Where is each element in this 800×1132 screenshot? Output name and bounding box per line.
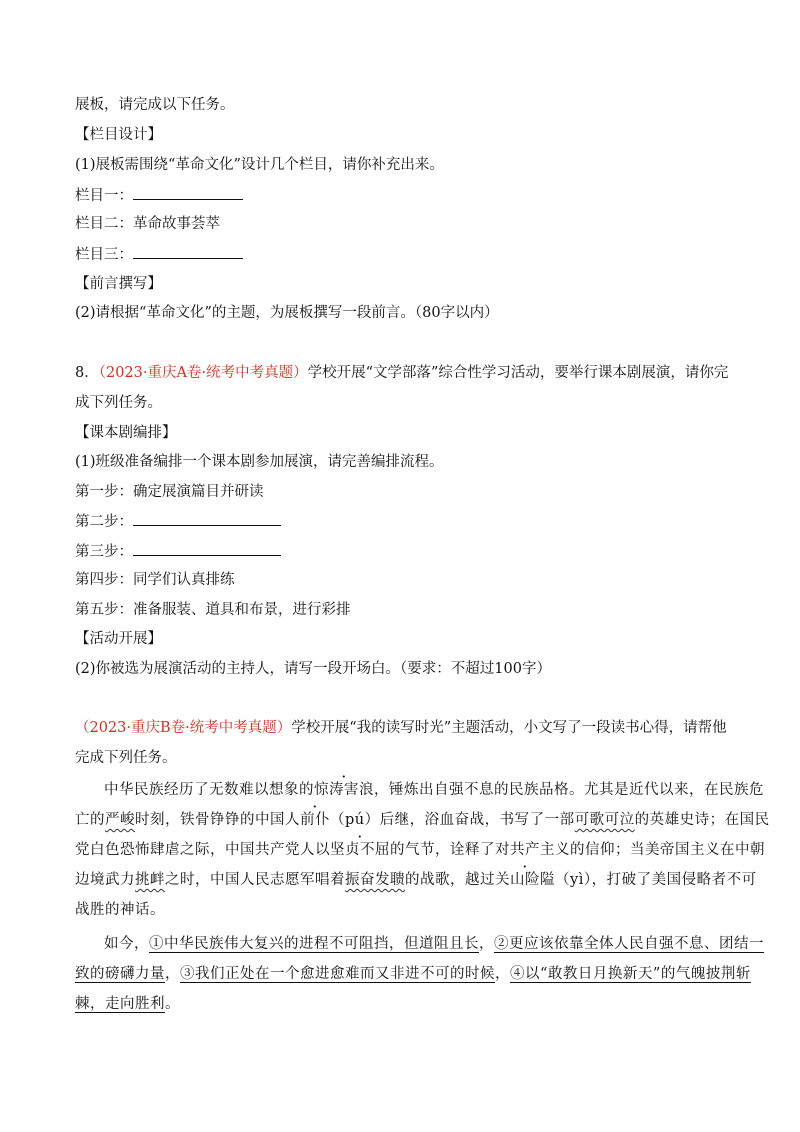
list-item: 第四步：同学们认真排练 [75,572,235,588]
stem-text: 学校开展“我的读写时光”主题活动，小文写了一段读书心得，请帮他 [291,720,727,736]
underlined-sentence: 致的磅礴力量 [75,966,165,982]
section-heading: 【栏目设计】 [75,127,162,143]
passage-text: 之时，中国人民志愿军唱着 [165,872,345,888]
passage-text: 的英雄史诗；在国民 [634,812,770,828]
passage-text: ， [495,966,510,982]
passage-text: ， [479,936,494,952]
dotted-phrase: 惊涛害浪 [314,782,374,798]
section-heading: 【前言撰写】 [75,276,162,292]
answer-blank [133,185,243,200]
passage-text: （pú）后继，浴血奋战，书写了一部 [330,812,575,828]
label: 栏目一： [75,188,133,204]
passage-text: 边境武力 [75,872,135,888]
list-item: 第一步：确定展演篇目并研读 [75,484,264,500]
answer-blank [133,541,281,556]
passage-line [75,994,180,1014]
wavy-phrase: 振奋发聩 [345,872,405,888]
question-stem [75,363,728,383]
label: 栏目三： [75,247,133,263]
label: 第三步： [75,544,133,560]
passage-text: 中华民族经历了无数难以想象的 [104,782,314,798]
passage-line [75,840,765,860]
underlined-sentence: 棘，走向胜利 [75,996,165,1012]
question-source: （2023·重庆A卷·统考中考真题） [98,365,308,381]
question-text: (2)请根据“革命文化”的主题，为展板撰写一段前言。（80字以内） [75,305,499,321]
section-heading: 【课本剧编排】 [75,425,177,441]
passage-text: 时刻，铁骨铮铮的中国人 [135,812,300,828]
answer-line [75,244,243,265]
answer-blank [133,511,281,526]
passage-text: 亡的 [75,812,105,828]
stem-text: 学校开展“文学部落”综合性学习活动，要举行课本剧展演，请你完 [307,365,729,381]
intro-line: 展板，请完成以下任务。 [75,97,235,113]
passage-line [104,780,764,800]
passage-line [75,810,770,830]
wavy-phrase: 挑衅 [135,872,165,888]
passage-line [75,964,751,984]
passage-text: （yì），打破了美国侵略者不可 [555,872,757,888]
underlined-sentence: ④以“敢教日月换新天”的气魄披荆斩 [510,966,751,982]
stem-text: 完成下列任务。 [75,750,177,766]
dotted-phrase: 前仆 [300,812,330,828]
passage-text: ，锤炼出自强不息的民族品格。尤其是近代以来，在民族危 [374,782,764,798]
passage-text: 的战歌，越过 [405,872,495,888]
question-text: (1)展板需围绕“革命文化”设计几个栏目，请你补充出来。 [75,157,444,173]
section-heading: 【活动开展】 [75,631,162,647]
question-source: （2023·重庆B卷·统考中考真题） [75,720,292,736]
stem-text: 成下列任务。 [75,395,162,411]
passage-text: ， [165,966,180,982]
passage-text: 如今， [104,936,149,952]
wavy-phrase: 可歌可泣 [574,812,635,828]
passage-line [104,934,764,954]
passage-text: 的气节，诠释了对共产主义的信仰；当美帝国主义在中朝 [390,842,765,858]
list-item: 第五步：准备服装、道具和布景，进行彩排 [75,602,351,618]
underlined-sentence: ①中华民族伟大复兴的进程不可阻挡，但道阻且长 [149,936,479,952]
dotted-phrase: 坚贞不屈 [330,842,390,858]
passage-text: 党白色恐怖肆虐之际，中国共产党人以 [75,842,330,858]
passage-line [75,870,757,890]
passage-line: 战胜的神话。 [75,902,165,918]
passage-text: 。 [165,996,180,1012]
answer-line [75,511,281,532]
underlined-sentence: ③我们正处在一个愈进愈难而又非进不可的时候 [180,966,495,982]
answer-line [75,541,281,562]
list-item: 栏目二：革命故事荟萃 [75,216,220,232]
question-text: (2)你被选为展演活动的主持人，请写一段开场白。（要求：不超过100字） [75,661,551,677]
label: 第二步： [75,514,133,530]
wavy-phrase: 严峻 [105,812,135,828]
underlined-sentence: ②更应该依靠全体人民自强不息、团结一 [494,936,764,952]
question-text: (1)班级准备编排一个课本剧参加展演，请完善编排流程。 [75,454,444,470]
answer-line [75,185,243,206]
question-stem [75,718,727,738]
question-number: 8． [75,365,99,381]
answer-blank [133,244,243,259]
dotted-phrase: 关山险隘 [495,872,555,888]
